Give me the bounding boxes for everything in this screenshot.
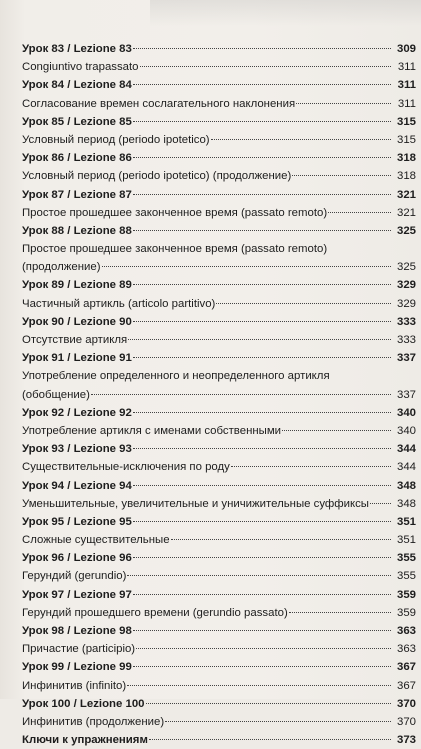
toc-entry-title: Простое прошедшее законченное время (passato remoto) [22, 206, 328, 219]
page-number: 367 [396, 679, 416, 692]
toc-lesson-heading [22, 404, 416, 422]
page-number: 355 [396, 570, 416, 583]
dot-leader [133, 448, 391, 449]
dot-leader [133, 121, 391, 122]
toc-entry-title: Урок 83 / Lezione 83 [22, 43, 132, 55]
dot-leader [133, 284, 391, 285]
toc-lesson-heading [22, 222, 416, 240]
toc-lesson-heading [22, 549, 416, 567]
page-number: 340 [396, 406, 416, 419]
toc-entry [22, 604, 416, 622]
page-number: 344 [396, 443, 416, 456]
page-number: 337 [396, 388, 416, 401]
page-number: 311 [397, 79, 416, 92]
page-number: 348 [396, 479, 416, 492]
toc-entry [22, 386, 416, 404]
dot-leader [133, 521, 391, 522]
page-number: 355 [396, 552, 416, 565]
page-number: 363 [396, 643, 416, 656]
toc-entry-line [22, 240, 416, 258]
toc-entry [22, 422, 416, 440]
page-number: 329 [396, 279, 416, 292]
page-number: 340 [396, 424, 416, 437]
dot-leader [102, 266, 392, 267]
toc-lesson-heading [22, 313, 416, 331]
toc-entry-title: Условный период (periodo ipotetico) (продолжение) [22, 170, 292, 183]
dot-leader [133, 412, 391, 413]
toc-entry [22, 531, 416, 549]
toc-entry-title-continued: (обобщение) [22, 388, 90, 401]
page-number: 370 [396, 715, 416, 728]
toc-entry-title: Отсутствие артикля [22, 334, 128, 346]
toc-entry [22, 131, 416, 149]
toc-lesson-heading [22, 658, 416, 676]
dot-leader [133, 194, 391, 195]
dot-leader [149, 739, 391, 740]
toc-lesson-heading [22, 113, 416, 131]
dot-leader [231, 466, 391, 467]
toc-entry-title: Ключи к упражнениям [22, 734, 148, 747]
toc-entry-title: Урок 97 / Lezione 97 [22, 588, 132, 601]
toc-entry [22, 167, 416, 185]
page-number: 311 [397, 97, 416, 110]
dot-leader [133, 557, 391, 558]
page-number: 318 [396, 170, 416, 183]
toc-entry [22, 258, 416, 276]
toc-entry [22, 495, 416, 513]
page-number: 333 [396, 334, 416, 346]
dot-leader [133, 84, 391, 85]
toc-entry-title-continued: (продолжение) [22, 261, 101, 274]
dot-leader [370, 503, 391, 504]
toc-entry-title: Инфинитив (продолжение) [22, 715, 165, 728]
toc-entry-title: Употребление определенного и неопределенного артикля [22, 370, 330, 383]
dot-leader [133, 157, 391, 158]
dot-leader [128, 339, 391, 340]
toc-entry-title: Урок 98 / Lezione 98 [22, 625, 132, 637]
toc-entry-title: Урок 90 / Lezione 90 [22, 315, 132, 328]
dot-leader [127, 685, 391, 686]
toc-entry-title: Простое прошедшее законченное время (passato remoto) [22, 243, 328, 256]
toc-entry [22, 95, 416, 113]
dot-leader [133, 630, 391, 631]
page-number: 325 [396, 224, 416, 237]
toc-entry [22, 295, 416, 313]
toc-entry [22, 713, 416, 731]
toc-lesson-heading [22, 513, 416, 531]
page-number: 333 [396, 315, 416, 328]
toc-entry-title: Урок 86 / Lezione 86 [22, 152, 132, 165]
dot-leader [133, 485, 391, 486]
page-number: 363 [396, 625, 416, 637]
dot-leader [91, 394, 391, 395]
page-top-shadow [150, 0, 421, 26]
toc-lesson-heading [22, 440, 416, 458]
toc-entry-title: Согласование времен сослагательного наклонения [22, 97, 296, 110]
dot-leader [216, 303, 391, 304]
page-number: 325 [396, 261, 416, 274]
toc-entry-title: Урок 100 / Lezione 100 [22, 697, 145, 710]
page-number: 311 [397, 61, 416, 74]
toc-entry-title: Урок 88 / Lezione 88 [22, 224, 132, 237]
toc-lesson-heading [22, 731, 416, 749]
dot-leader [282, 430, 391, 431]
toc-entry-title: Урок 89 / Lezione 89 [22, 279, 132, 292]
toc-entry [22, 640, 416, 658]
toc-entry-title: Congiuntivo trapassato [22, 61, 139, 74]
dot-leader [133, 594, 391, 595]
toc-entry [22, 567, 416, 585]
page-number: 344 [396, 461, 416, 474]
toc-entry [22, 458, 416, 476]
toc-entry-title: Урок 99 / Lezione 99 [22, 661, 132, 674]
dot-leader [171, 539, 391, 540]
toc-lesson-heading [22, 586, 416, 604]
toc-entry [22, 58, 416, 76]
toc-entry [22, 331, 416, 349]
dot-leader [140, 66, 391, 67]
toc-lesson-heading [22, 186, 416, 204]
toc-lesson-heading [22, 76, 416, 94]
toc-lesson-heading [22, 349, 416, 367]
dot-leader [289, 612, 391, 613]
dot-leader [165, 721, 391, 722]
page-number: 318 [396, 152, 416, 165]
toc-entry-title: Сложные существительные [22, 534, 170, 547]
dot-leader [133, 48, 391, 49]
toc-entry-title: Инфинитив (infinito) [22, 679, 127, 692]
toc-entry-title: Урок 93 / Lezione 93 [22, 443, 132, 456]
toc-lesson-heading [22, 276, 416, 294]
page-number: 348 [396, 497, 416, 510]
toc-entry-title: Условный период (periodo ipotetico) [22, 133, 210, 146]
dot-leader [133, 666, 391, 667]
dot-leader [133, 230, 391, 231]
toc-entry-title: Уменьшительные, увеличительные и уничижительные суффиксы [22, 497, 369, 510]
page-number: 359 [396, 606, 416, 619]
dot-leader [211, 139, 391, 140]
toc-entry-title: Частичный артикль (articolo partitivo) [22, 297, 216, 310]
toc-entry-title: Урок 87 / Lezione 87 [22, 188, 132, 201]
toc-entry-title: Урок 92 / Lezione 92 [22, 406, 132, 419]
toc-entry-title: Урок 91 / Lezione 91 [22, 352, 132, 365]
page-number: 315 [396, 115, 416, 128]
toc-entry [22, 677, 416, 695]
page-number: 321 [396, 206, 416, 219]
dot-leader [292, 175, 391, 176]
toc-entry-title: Герундий прошедшего времени (gerundio passato) [22, 606, 288, 619]
page-number: 367 [396, 661, 416, 674]
toc-lesson-heading [22, 40, 416, 58]
toc-entry-title: Урок 94 / Lezione 94 [22, 479, 132, 492]
dot-leader [127, 575, 391, 576]
dot-leader [146, 703, 391, 704]
toc-entry-title: Урок 96 / Lezione 96 [22, 552, 132, 565]
toc-entry-title: Существительные-исключения по роду [22, 461, 230, 474]
dot-leader [133, 357, 391, 358]
toc-entry-title: Урок 84 / Lezione 84 [22, 79, 132, 92]
page-number: 351 [396, 515, 416, 528]
toc-entry-line [22, 367, 416, 385]
page-number: 309 [396, 43, 416, 55]
toc-entry-title: Причастие (participio) [22, 643, 136, 656]
dot-leader [296, 103, 391, 104]
table-of-contents [22, 40, 416, 749]
toc-entry [22, 204, 416, 222]
page-number: 359 [396, 588, 416, 601]
toc-entry-title: Употребление артикля с именами собственными [22, 424, 282, 437]
toc-lesson-heading [22, 477, 416, 495]
toc-entry-title: Урок 85 / Lezione 85 [22, 115, 132, 128]
page-number: 337 [396, 352, 416, 365]
page-number: 315 [396, 133, 416, 146]
page-number: 329 [396, 297, 416, 310]
toc-entry-title: Урок 95 / Lezione 95 [22, 515, 132, 528]
page-number: 351 [396, 534, 416, 547]
toc-lesson-heading [22, 695, 416, 713]
dot-leader [133, 321, 391, 322]
page-number: 370 [396, 697, 416, 710]
dot-leader [136, 648, 391, 649]
page-number: 321 [396, 188, 416, 201]
dot-leader [328, 212, 391, 213]
toc-entry-title: Герундий (gerundio) [22, 570, 127, 583]
page-number: 373 [396, 734, 416, 747]
toc-lesson-heading [22, 149, 416, 167]
toc-lesson-heading [22, 622, 416, 640]
